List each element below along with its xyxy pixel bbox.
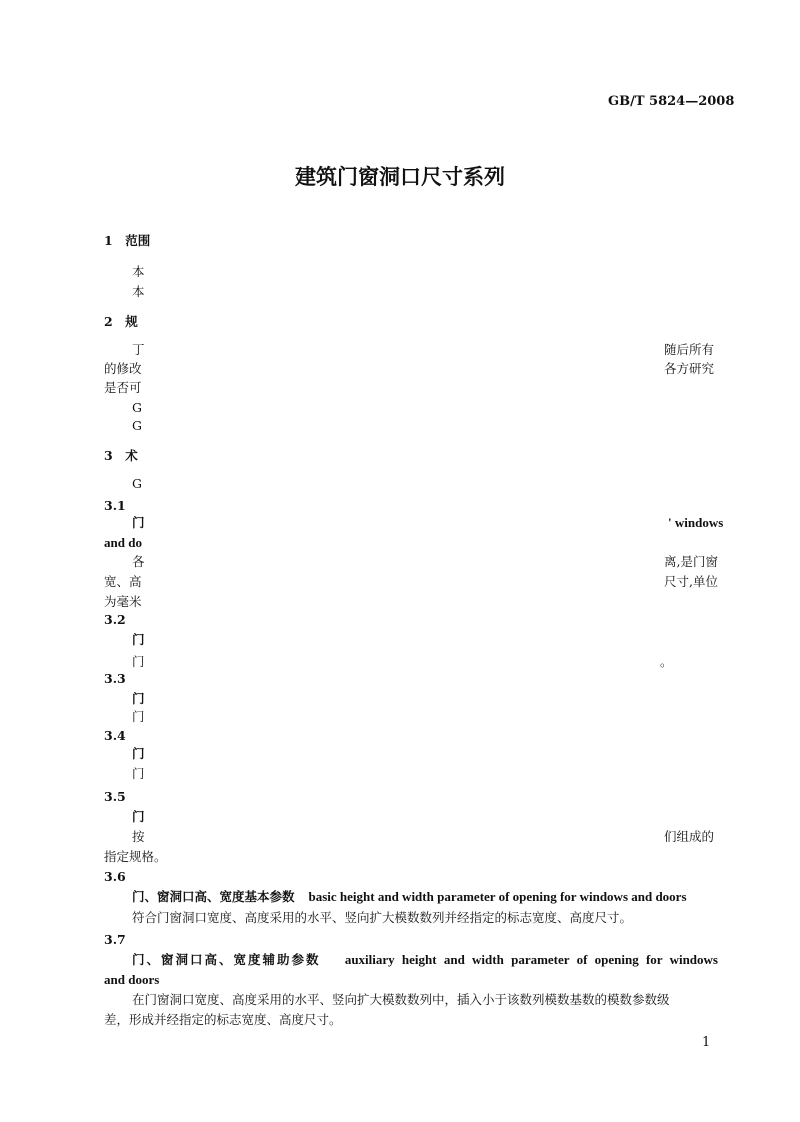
text-fragment: G xyxy=(132,476,142,491)
section-3-6-number: 3.6 xyxy=(104,869,126,884)
text-fragment: 离,是门窗 xyxy=(664,554,718,569)
section-3-7-number: 3.7 xyxy=(104,932,126,947)
text-fragment: 。 xyxy=(660,654,673,669)
text-fragment: ' windows xyxy=(668,515,724,530)
text-fragment: 宽、高 xyxy=(104,574,142,589)
text-fragment: 们组成的 xyxy=(664,829,715,844)
text-fragment: G xyxy=(132,418,142,433)
text-fragment: and do xyxy=(104,535,142,550)
section-3-heading: 3 术 xyxy=(104,448,138,463)
text-fragment: 门 xyxy=(132,746,145,761)
section-3-2-number: 3.2 xyxy=(104,612,126,627)
term-zh: 门、窗洞口高、宽度辅助参数 xyxy=(132,952,321,967)
term-3-6 xyxy=(132,889,687,905)
text-fragment: 是否可 xyxy=(104,380,142,395)
term-en-continued: and doors xyxy=(104,972,160,987)
term-3-7 xyxy=(132,952,718,968)
section-3-1-number: 3.1 xyxy=(104,498,126,513)
text-fragment: 为毫米 xyxy=(104,594,142,609)
text-fragment: 随后所有 xyxy=(664,342,715,357)
page-number: 1 xyxy=(702,1035,711,1050)
text-fragment: 门 xyxy=(132,766,145,781)
text-fragment: 门 xyxy=(132,709,145,724)
definition-3-7: 在门窗洞口宽度、高度采用的水平、竖向扩大模数数列中，插入小于该数列模数基数的模数参数级 xyxy=(132,992,670,1007)
standard-number: GB/T 5824—2008 xyxy=(608,94,735,109)
text-fragment: 本 xyxy=(132,284,145,299)
section-1-heading: 1 范围 xyxy=(104,233,151,248)
text-fragment: 指定规格。 xyxy=(104,849,167,864)
definition-3-6: 符合门窗洞口宽度、高度采用的水平、竖向扩大模数数列并经指定的标志宽度、高度尺寸。 xyxy=(132,910,633,925)
text-fragment: 门 xyxy=(132,691,145,706)
text-fragment: 本 xyxy=(132,264,145,279)
text-fragment: 各方研究 xyxy=(664,361,715,376)
definition-3-7-continued: 差，形成并经指定的标志宽度、高度尺寸。 xyxy=(104,1012,342,1027)
text-fragment: 门 xyxy=(132,515,145,530)
text-fragment: 门 xyxy=(132,654,145,669)
text-fragment: 尺寸,单位 xyxy=(664,574,718,589)
text-fragment: 各 xyxy=(132,554,145,569)
section-3-3-number: 3.3 xyxy=(104,671,126,686)
term-en: auxiliary height and width parameter of opening for windows xyxy=(344,952,718,967)
text-fragment: 门 xyxy=(132,632,145,647)
section-3-5-number: 3.5 xyxy=(104,789,126,804)
text-fragment: 门 xyxy=(132,809,145,824)
term-zh: 门、窗洞口高、宽度基本参数 xyxy=(132,889,295,904)
text-fragment: 丁 xyxy=(132,342,145,357)
page-title: 建筑门窗洞口尺寸系列 xyxy=(295,165,505,189)
text-fragment: 按 xyxy=(132,829,145,844)
section-3-4-number: 3.4 xyxy=(104,728,126,743)
section-2-heading: 2 规 xyxy=(104,314,138,329)
text-fragment: 的修改 xyxy=(104,361,142,376)
term-en: basic height and width parameter of opening for windows and doors xyxy=(308,889,687,904)
text-fragment: G xyxy=(132,400,142,415)
